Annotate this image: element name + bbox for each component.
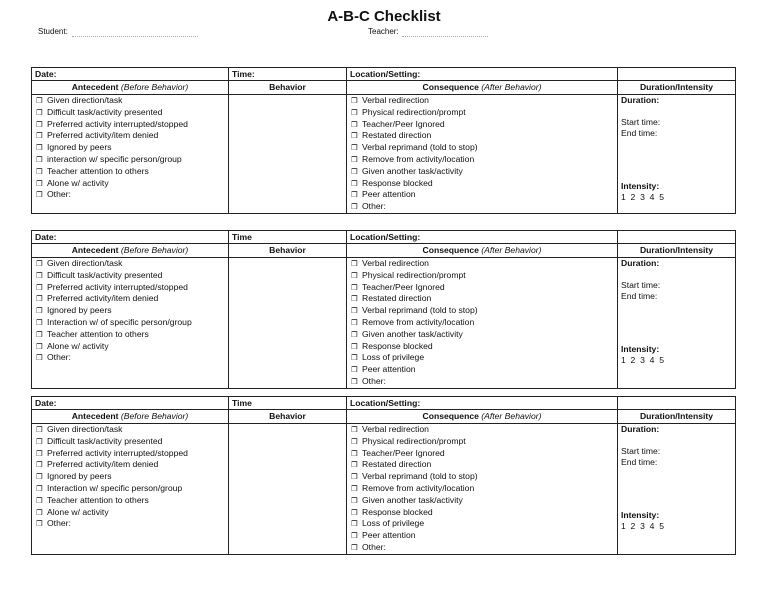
antecedent-label: Preferred activity interrupted/stopped (47, 281, 188, 292)
date-cell[interactable] (32, 231, 229, 244)
checkbox-icon[interactable]: ❒ (36, 353, 43, 363)
consequence-label: Remove from activity/location (362, 316, 475, 327)
antecedent-item[interactable] (35, 154, 225, 166)
duration-cell[interactable] (618, 424, 736, 555)
behavior-header: Behavior (229, 410, 347, 424)
consequence-label: Response blocked (362, 506, 433, 517)
checkbox-icon[interactable]: ❒ (351, 353, 358, 363)
consequence-label: Teacher/Peer Ignored (362, 118, 445, 129)
consequence-item[interactable] (350, 119, 614, 131)
checkbox-icon[interactable]: ❒ (36, 436, 43, 446)
antecedent-item[interactable] (35, 166, 225, 178)
checkbox-icon[interactable]: ❒ (351, 460, 358, 470)
checkbox-icon[interactable]: ❒ (36, 166, 43, 176)
location-label: Location/Setting: (350, 68, 421, 79)
consequence-label: Remove from activity/location (362, 482, 475, 493)
behavior-cell[interactable] (229, 258, 347, 389)
consequence-item[interactable] (350, 107, 614, 119)
consequence-label: Other: (362, 541, 386, 552)
checkbox-icon[interactable]: ❒ (351, 365, 358, 375)
end-time-label: End time: (621, 127, 658, 138)
antecedent-item[interactable] (35, 178, 225, 190)
antecedent-label: Given direction/task (47, 424, 123, 434)
antecedent-label: Preferred activity interrupted/stopped (47, 447, 188, 458)
date-label: Date: (35, 231, 57, 242)
empty-cell[interactable] (618, 231, 736, 244)
checkbox-icon[interactable]: ❒ (36, 294, 43, 304)
antecedent-item[interactable] (35, 518, 225, 530)
checkbox-icon[interactable]: ❒ (351, 329, 358, 339)
time-label: Time (232, 231, 252, 242)
antecedent-label: Preferred activity interrupted/stopped (47, 118, 188, 129)
empty-cell[interactable] (618, 397, 736, 410)
antecedent-label: Other: (47, 518, 71, 529)
consequence-item[interactable] (350, 364, 614, 376)
antecedent-item[interactable] (35, 448, 225, 460)
checkbox-icon[interactable]: ❒ (351, 96, 358, 105)
antecedent-label: Difficult task/activity presented (47, 106, 163, 117)
antecedent-label: Teacher attention to others (47, 494, 149, 505)
antecedent-item[interactable] (35, 189, 225, 201)
checkbox-icon[interactable]: ❒ (351, 107, 358, 117)
date-cell[interactable] (32, 397, 229, 410)
checkbox-icon[interactable]: ❒ (36, 270, 43, 280)
abc-record-table (31, 230, 736, 389)
end-time-label: End time: (621, 456, 658, 467)
checkbox-icon[interactable]: ❒ (351, 119, 358, 129)
consequence-item[interactable] (350, 483, 614, 495)
consequence-header: Consequence (After Behavior) (347, 81, 618, 95)
antecedent-item[interactable] (35, 352, 225, 364)
consequence-item[interactable] (350, 282, 614, 294)
antecedent-item[interactable] (35, 305, 225, 317)
consequence-item[interactable] (350, 317, 614, 329)
consequence-item[interactable] (350, 166, 614, 178)
antecedent-list (32, 424, 229, 555)
consequence-label: Remove from activity/location (362, 153, 475, 164)
date-label: Date: (35, 397, 57, 408)
consequence-label: Response blocked (362, 340, 433, 351)
date-cell[interactable] (32, 68, 229, 81)
antecedent-label: Interaction w/ of specific person/group (47, 316, 192, 327)
checkbox-icon[interactable]: ❒ (36, 495, 43, 505)
checkbox-icon[interactable]: ❒ (351, 448, 358, 458)
checkbox-icon[interactable]: ❒ (36, 341, 43, 351)
antecedent-label: Given direction/task (47, 95, 123, 105)
checkbox-icon[interactable]: ❒ (351, 131, 358, 141)
consequence-label: Verbal reprimand (told to stop) (362, 305, 478, 316)
consequence-item[interactable] (350, 352, 614, 364)
intensity-label: Intensity: (621, 181, 660, 192)
antecedent-item[interactable] (35, 293, 225, 305)
intensity-label: Intensity: (621, 510, 660, 521)
checkbox-icon[interactable]: ❒ (36, 460, 43, 470)
antecedent-item[interactable] (35, 507, 225, 519)
consequence-label: Teacher/Peer Ignored (362, 281, 445, 292)
teacher-field[interactable] (402, 36, 488, 37)
consequence-item[interactable] (350, 436, 614, 448)
antecedent-label: Alone w/ activity (47, 177, 109, 188)
antecedent-item[interactable] (35, 424, 225, 436)
consequence-label: Verbal reprimand (told to stop) (362, 471, 478, 482)
consequence-item[interactable] (350, 530, 614, 542)
consequence-header: Consequence (After Behavior) (347, 410, 618, 424)
antecedent-item[interactable] (35, 329, 225, 341)
antecedent-item[interactable] (35, 130, 225, 142)
antecedent-list (32, 258, 229, 389)
consequence-label: Physical redirection/prompt (362, 106, 466, 117)
location-label: Location/Setting: (350, 397, 421, 408)
consequence-label: Physical redirection/prompt (362, 435, 466, 446)
consequence-item[interactable] (350, 448, 614, 460)
consequence-label: Loss of privilege (362, 352, 425, 363)
duration-cell[interactable] (618, 258, 736, 389)
abc-record-table (31, 67, 736, 214)
location-cell[interactable] (347, 231, 618, 244)
checkbox-icon[interactable]: ❒ (36, 282, 43, 292)
antecedent-label: Ignored by peers (47, 305, 112, 316)
consequence-label: Verbal redirection (362, 258, 429, 268)
checkbox-icon[interactable]: ❒ (351, 282, 358, 292)
consequence-item[interactable] (350, 341, 614, 353)
checkbox-icon[interactable]: ❒ (36, 178, 43, 188)
consequence-label: Peer attention (362, 364, 416, 375)
consequence-item[interactable] (350, 507, 614, 519)
consequence-label: Peer attention (362, 189, 416, 200)
antecedent-label: Given direction/task (47, 258, 123, 268)
consequence-item[interactable] (350, 471, 614, 483)
consequence-header: Consequence (After Behavior) (347, 244, 618, 258)
consequence-label: Restated direction (362, 293, 432, 304)
consequence-label: Other: (362, 201, 386, 212)
antecedent-label: Other: (47, 189, 71, 200)
antecedent-label: Preferred activity/item denied (47, 293, 159, 304)
antecedent-header: Antecedent (Before Behavior) (32, 81, 229, 95)
behavior-cell[interactable] (229, 95, 347, 214)
antecedent-label: Difficult task/activity presented (47, 269, 163, 280)
time-cell[interactable] (229, 68, 347, 81)
antecedent-label: Alone w/ activity (47, 506, 109, 517)
antecedent-label: Preferred activity/item denied (47, 459, 159, 470)
antecedent-label: Difficult task/activity presented (47, 435, 163, 446)
duration-header: Duration/Intensity (618, 81, 736, 95)
duration-label: Duration: (621, 95, 660, 105)
consequence-label: Restated direction (362, 130, 432, 141)
teacher-label: Teacher: (368, 27, 399, 36)
intensity-scale[interactable]: 1 2 3 4 5 (621, 355, 664, 366)
checkbox-icon[interactable]: ❒ (351, 519, 358, 529)
consequence-item[interactable] (350, 293, 614, 305)
behavior-header: Behavior (229, 244, 347, 258)
consequence-item[interactable] (350, 270, 614, 282)
duration-header: Duration/Intensity (618, 244, 736, 258)
page-title: A-B-C Checklist (327, 8, 441, 25)
checkbox-icon[interactable]: ❒ (36, 131, 43, 141)
consequence-item[interactable] (350, 424, 614, 436)
date-label: Date: (35, 68, 57, 79)
consequence-label: Verbal redirection (362, 95, 429, 105)
consequence-label: Other: (362, 375, 386, 386)
consequence-item[interactable] (350, 189, 614, 201)
antecedent-label: Preferred activity/item denied (47, 130, 159, 141)
checkbox-icon[interactable]: ❒ (36, 143, 43, 153)
antecedent-label: Teacher attention to others (47, 165, 149, 176)
consequence-label: Given another task/activity (362, 494, 463, 505)
antecedent-header: Antecedent (Before Behavior) (32, 410, 229, 424)
checkbox-icon[interactable]: ❒ (36, 519, 43, 529)
antecedent-item[interactable] (35, 459, 225, 471)
student-field[interactable] (72, 36, 198, 37)
time-cell[interactable] (229, 231, 347, 244)
duration-cell[interactable] (618, 95, 736, 214)
consequence-item[interactable] (350, 154, 614, 166)
location-cell[interactable] (347, 397, 618, 410)
intensity-label: Intensity: (621, 344, 660, 355)
antecedent-list (32, 95, 229, 214)
antecedent-label: interaction w/ specific person/group (47, 153, 182, 164)
empty-cell[interactable] (618, 68, 736, 81)
checkbox-icon[interactable]: ❒ (36, 190, 43, 200)
antecedent-item[interactable] (35, 119, 225, 131)
checkbox-icon[interactable]: ❒ (351, 190, 358, 200)
antecedent-label: Ignored by peers (47, 471, 112, 482)
checkbox-icon[interactable]: ❒ (351, 436, 358, 446)
end-time-label: End time: (621, 290, 658, 301)
time-label: Time (232, 397, 252, 408)
duration-label: Duration: (621, 258, 660, 268)
checkbox-icon[interactable]: ❒ (351, 483, 358, 493)
checkbox-icon[interactable]: ❒ (351, 425, 358, 434)
checkbox-icon[interactable]: ❒ (36, 259, 43, 268)
behavior-cell[interactable] (229, 424, 347, 555)
start-time-label: Start time: (621, 116, 661, 127)
antecedent-item[interactable] (35, 436, 225, 448)
checkbox-icon[interactable]: ❒ (351, 306, 358, 316)
consequence-list (347, 424, 618, 555)
intensity-scale[interactable]: 1 2 3 4 5 (621, 192, 664, 203)
checkbox-icon[interactable]: ❒ (351, 317, 358, 327)
checkbox-icon[interactable]: ❒ (351, 341, 358, 351)
antecedent-item[interactable] (35, 471, 225, 483)
checkbox-icon[interactable]: ❒ (36, 154, 43, 164)
checkbox-icon[interactable]: ❒ (36, 107, 43, 117)
checkbox-icon[interactable]: ❒ (36, 329, 43, 339)
antecedent-header: Antecedent (Before Behavior) (32, 244, 229, 258)
antecedent-item[interactable] (35, 107, 225, 119)
consequence-label: Teacher/Peer Ignored (362, 447, 445, 458)
consequence-label: Peer attention (362, 530, 416, 541)
antecedent-label: Ignored by peers (47, 142, 112, 153)
consequence-item[interactable] (350, 178, 614, 190)
checkbox-icon[interactable]: ❒ (351, 202, 358, 212)
checkbox-icon[interactable]: ❒ (351, 495, 358, 505)
antecedent-label: Alone w/ activity (47, 340, 109, 351)
antecedent-item[interactable] (35, 282, 225, 294)
consequence-item[interactable] (350, 201, 614, 213)
checkbox-icon[interactable]: ❒ (351, 178, 358, 188)
start-time-label: Start time: (621, 445, 661, 456)
consequence-label: Loss of privilege (362, 518, 425, 529)
checkbox-icon[interactable]: ❒ (351, 270, 358, 280)
abc-record-table (31, 396, 736, 555)
start-time-label: Start time: (621, 279, 661, 290)
location-label: Location/Setting: (350, 231, 421, 242)
consequence-item[interactable] (350, 329, 614, 341)
checkbox-icon[interactable]: ❒ (36, 448, 43, 458)
consequence-item[interactable] (350, 376, 614, 388)
checkbox-icon[interactable]: ❒ (36, 96, 43, 105)
checkbox-icon[interactable]: ❒ (36, 119, 43, 129)
consequence-item[interactable] (350, 95, 614, 107)
checkbox-icon[interactable]: ❒ (351, 166, 358, 176)
checkbox-icon[interactable]: ❒ (36, 306, 43, 316)
antecedent-item[interactable] (35, 95, 225, 107)
consequence-item[interactable] (350, 495, 614, 507)
checkbox-icon[interactable]: ❒ (351, 507, 358, 517)
consequence-label: Restated direction (362, 459, 432, 470)
checkbox-icon[interactable]: ❒ (351, 472, 358, 482)
antecedent-item[interactable] (35, 258, 225, 270)
checkbox-icon[interactable]: ❒ (351, 143, 358, 153)
time-cell[interactable] (229, 397, 347, 410)
checkbox-icon[interactable]: ❒ (351, 294, 358, 304)
antecedent-item[interactable] (35, 142, 225, 154)
checkbox-icon[interactable]: ❒ (351, 154, 358, 164)
duration-header: Duration/Intensity (618, 410, 736, 424)
consequence-label: Verbal redirection (362, 424, 429, 434)
antecedent-label: Teacher attention to others (47, 328, 149, 339)
consequence-item[interactable] (350, 305, 614, 317)
checkbox-icon[interactable]: ❒ (36, 425, 43, 434)
checkbox-icon[interactable]: ❒ (36, 472, 43, 482)
consequence-label: Response blocked (362, 177, 433, 188)
intensity-scale[interactable]: 1 2 3 4 5 (621, 521, 664, 532)
antecedent-item[interactable] (35, 483, 225, 495)
antecedent-label: Interaction w/ specific person/group (47, 482, 183, 493)
behavior-header: Behavior (229, 81, 347, 95)
checkbox-icon[interactable]: ❒ (36, 507, 43, 517)
consequence-label: Physical redirection/prompt (362, 269, 466, 280)
duration-label: Duration: (621, 424, 660, 434)
checkbox-icon[interactable]: ❒ (36, 483, 43, 493)
consequence-label: Given another task/activity (362, 328, 463, 339)
consequence-item[interactable] (350, 459, 614, 471)
antecedent-item[interactable] (35, 270, 225, 282)
consequence-item[interactable] (350, 518, 614, 530)
consequence-item[interactable] (350, 142, 614, 154)
time-label: Time: (232, 68, 255, 79)
antecedent-item[interactable] (35, 341, 225, 353)
checkbox-icon[interactable]: ❒ (351, 531, 358, 541)
location-cell[interactable] (347, 68, 618, 81)
consequence-label: Verbal reprimand (told to stop) (362, 142, 478, 153)
checkbox-icon[interactable]: ❒ (351, 259, 358, 268)
checkbox-icon[interactable]: ❒ (351, 376, 358, 386)
antecedent-item[interactable] (35, 317, 225, 329)
consequence-item[interactable] (350, 258, 614, 270)
consequence-item[interactable] (350, 542, 614, 554)
checkbox-icon[interactable]: ❒ (36, 317, 43, 327)
student-label: Student: (38, 27, 68, 36)
antecedent-label: Other: (47, 352, 71, 363)
consequence-list (347, 258, 618, 389)
consequence-list (347, 95, 618, 214)
checkbox-icon[interactable]: ❒ (351, 542, 358, 552)
antecedent-item[interactable] (35, 495, 225, 507)
consequence-item[interactable] (350, 130, 614, 142)
consequence-label: Given another task/activity (362, 165, 463, 176)
